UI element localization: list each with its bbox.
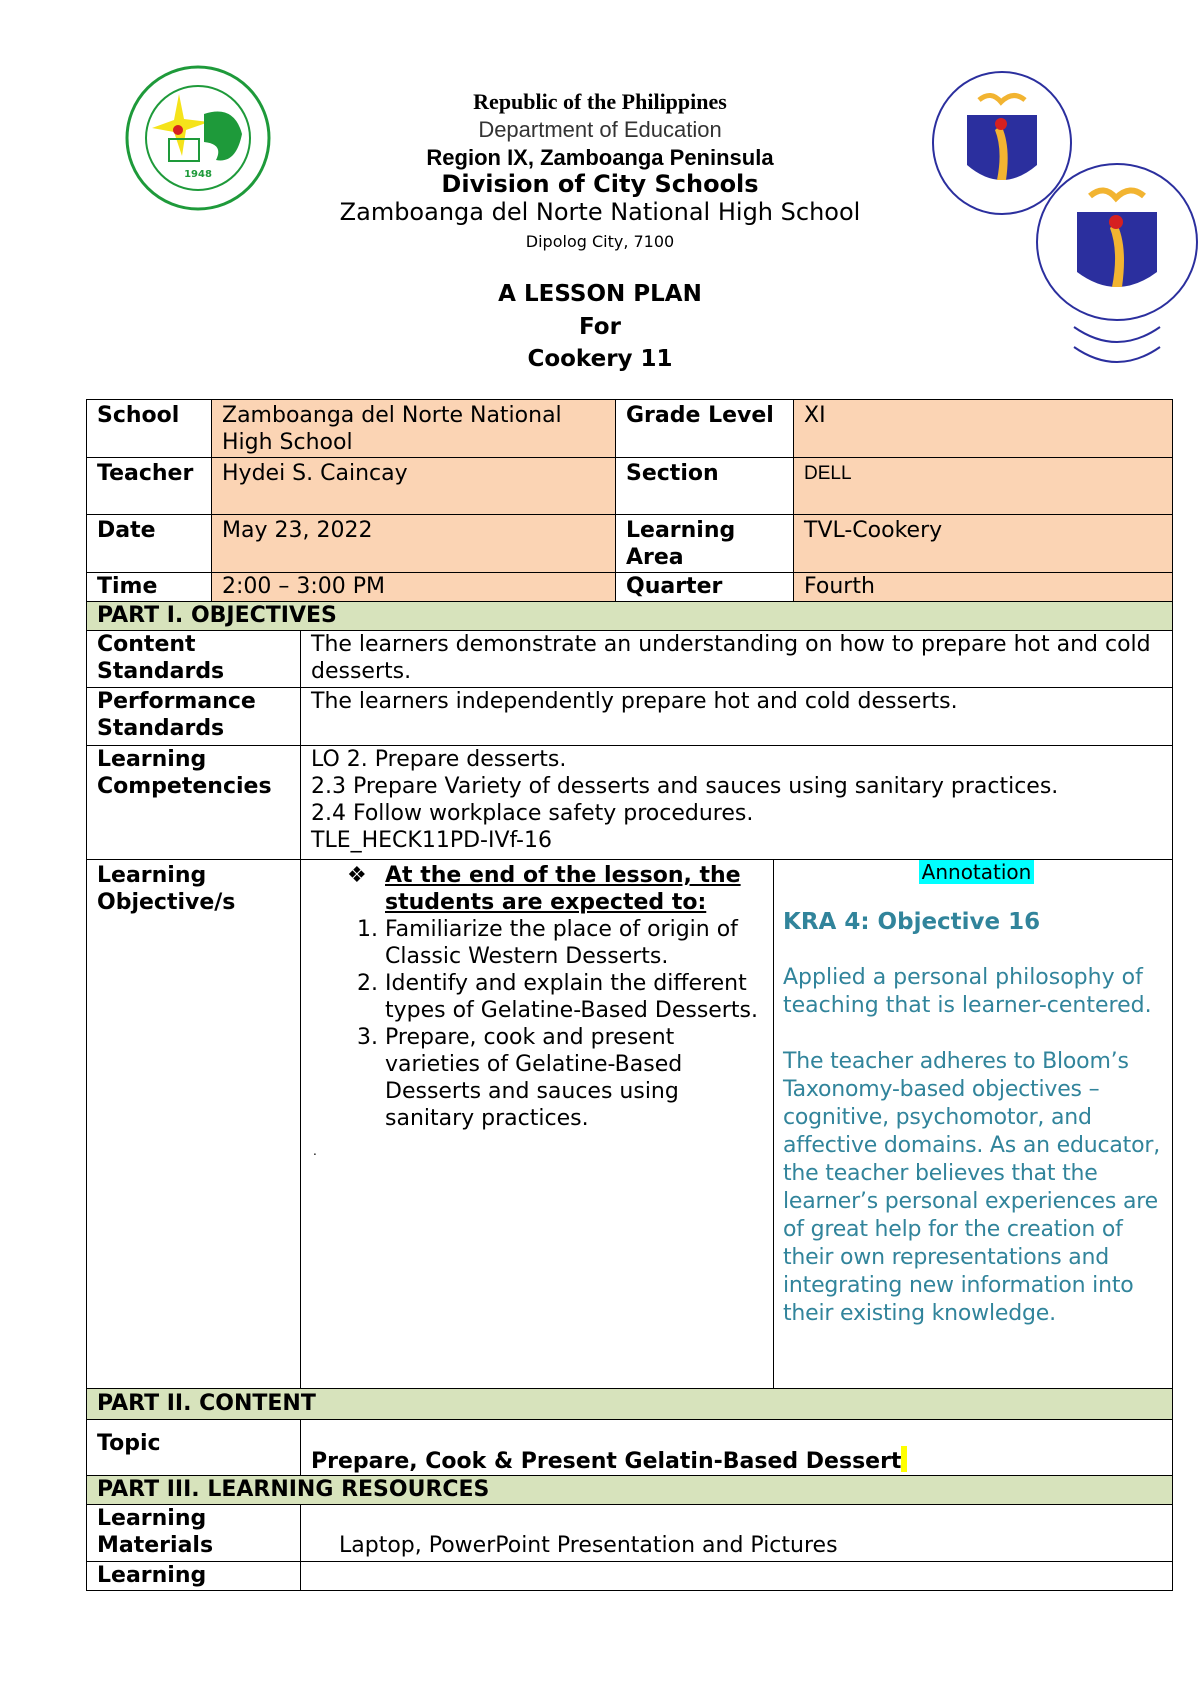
svg-text:1948: 1948	[184, 169, 212, 180]
objective-item: 2. Identify and explain the different types of Gelatine-Based Desserts.	[385, 970, 763, 1024]
learning-next-label: Learning	[86, 1561, 301, 1591]
objectives-intro: At the end of the lesson, the students are expected to:	[385, 863, 741, 915]
performance-standards-label: Performance Standards	[86, 687, 301, 746]
objective-item: 1. Familiarize the place of origin of Classic Western Desserts.	[385, 916, 763, 970]
competencies-label: Learning Competencies	[86, 745, 301, 860]
annotation-para2: The teacher adheres to Bloom’s Taxonomy-based objectives – cognitive, psychomotor, and affective domains. As an educator, the teacher believes that the learner’s personal experiences are of great help for the creation of their own representations and integrating new information into their existing knowledge.	[783, 1049, 1160, 1326]
performance-standards-value: The learners independently prepare hot and cold desserts.	[300, 687, 1173, 746]
section-label: Section	[615, 457, 794, 515]
doc-title-line2: For	[579, 314, 621, 340]
doc-title-line1: A LESSON PLAN	[498, 281, 702, 307]
content-standards-value: The learners demonstrate an understanding on how to prepare hot and cold desserts.	[300, 630, 1173, 688]
competency-line: TLE_HECK11PD-IVf-16	[311, 828, 552, 853]
competencies-value	[300, 745, 1173, 860]
quarter-label: Quarter	[615, 572, 794, 602]
topic-value	[300, 1419, 1173, 1476]
header-school: Zamboanga del Norte National High School	[339, 198, 861, 226]
header-division: Division of City Schools	[441, 170, 759, 198]
part3-heading: PART III. LEARNING RESOURCES	[86, 1475, 1173, 1505]
topic-label: Topic	[86, 1419, 301, 1476]
header-city: Dipolog City, 7100	[525, 232, 675, 251]
time-label: Time	[86, 572, 212, 602]
date-value: May 23, 2022	[211, 514, 616, 573]
stray-mark: .	[313, 1144, 317, 1158]
competency-line: 2.4 Follow workplace safety procedures.	[311, 801, 754, 826]
topic-text: Prepare, Cook & Present Gelatin-Based Dessert	[311, 1449, 902, 1474]
content-standards-label: Content Standards	[86, 630, 301, 688]
teacher-label: Teacher	[86, 457, 212, 515]
competency-line: 2.3 Prepare Variety of desserts and sauces using sanitary practices.	[311, 774, 1059, 799]
teacher-value: Hydei S. Caincay	[211, 457, 616, 515]
learning-area-value: TVL-Cookery	[793, 514, 1173, 573]
date-label: Date	[86, 514, 212, 573]
school-label: School	[86, 399, 212, 458]
school-value: Zamboanga del Norte National High School	[211, 399, 616, 458]
objectives-label: Learning Objective/s	[86, 859, 301, 1389]
header-republic: Republic of the Philippines	[473, 89, 727, 114]
annotation-cell	[773, 859, 1173, 1389]
grade-label: Grade Level	[615, 399, 794, 458]
header-region: Region IX, Zamboanga Peninsula	[426, 145, 774, 170]
part2-heading: PART II. CONTENT	[86, 1388, 1173, 1420]
part1-heading: PART I. OBJECTIVES	[86, 601, 1173, 631]
section-value: DELL	[793, 457, 1173, 515]
diamond-bullet-icon: ❖	[347, 863, 367, 888]
header-department: Department of Education	[478, 117, 722, 142]
time-value: 2:00 – 3:00 PM	[211, 572, 616, 602]
annotation-label: Annotation	[919, 860, 1035, 884]
learning-area-label: Learning Area	[615, 514, 794, 573]
deped-seal-logo-duplicate	[1034, 162, 1200, 374]
competency-line: LO 2. Prepare desserts.	[311, 747, 567, 772]
school-seal-logo	[124, 64, 272, 212]
grade-value: XI	[793, 399, 1173, 458]
quarter-value: Fourth	[793, 572, 1173, 602]
learning-next-value	[300, 1561, 1173, 1591]
materials-label: Learning Materials	[86, 1504, 301, 1562]
doc-title-line3: Cookery 11	[527, 346, 673, 372]
objective-item: 3. Prepare, cook and present varieties of Gelatine-Based Desserts and sauces using sanitary practices.	[385, 1024, 763, 1132]
annotation-para1: Applied a personal philosophy of teaching that is learner-centered.	[783, 965, 1152, 1018]
materials-value: Laptop, PowerPoint Presentation and Pictures	[300, 1504, 1173, 1562]
text-cursor	[901, 1446, 907, 1472]
annotation-kra: KRA 4: Objective 16	[783, 909, 1041, 935]
objectives-value	[300, 859, 774, 1389]
